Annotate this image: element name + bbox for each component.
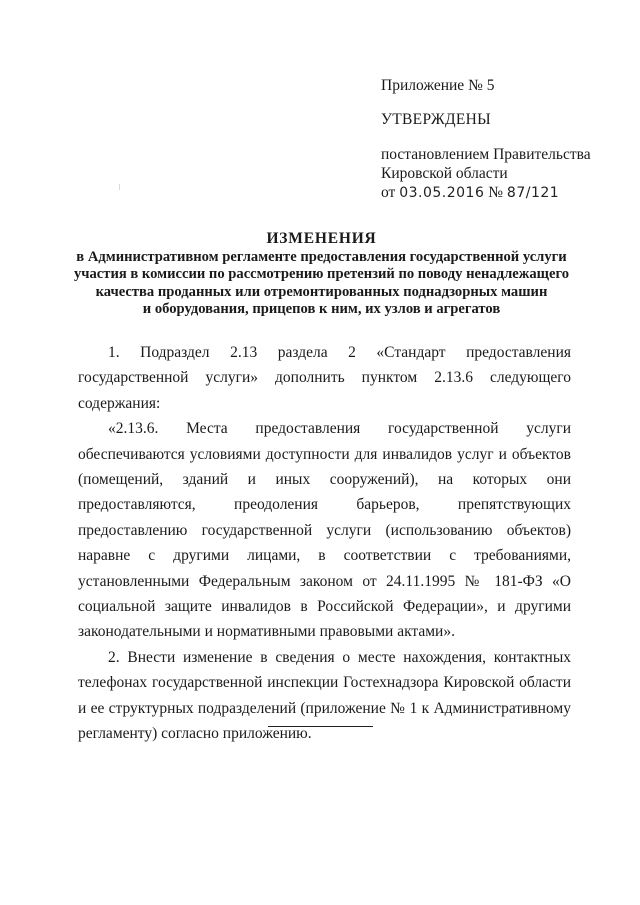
paragraph-3: 2. Внести изменение в сведения о месте нахождения, контактных телефонах государственной инспекции Гостехнадзора Кировской области и ее структурных подразделений (приложение № 1 к Административному регламенту) согласно приложению. <box>78 648 571 743</box>
resolution-date-line <box>381 183 611 203</box>
number-prefix: № <box>488 184 504 201</box>
paragraph-2: «2.13.6. Места предоставления государственной услуги обеспечиваются условиями доступности для инвалидов услуг и объектов (помещений, зданий и иных сооружений), на которых они предоставляются, преодоления барьеров, препятствующих предоставлению государственной услуги (использованию объектов) наравне с другими лицами, в соответствии с требованиями, установленными Федеральным законом от 24.11.1995 № 181-ФЗ «О социальной защите инвалидов в Российской Федерации», и другими законодательными и нормативными правовыми актами». <box>78 420 571 641</box>
title-line-1: в Административном регламенте предоставления государственной услуги <box>76 248 567 265</box>
title-line-3: качества проданных или отремонтированных поднадзорных машин <box>95 283 548 300</box>
date-prefix: от <box>381 184 396 201</box>
approval-block <box>381 76 611 203</box>
scan-artifact <box>119 184 120 190</box>
title-line-2: участия в комиссии по рассмотрению претензий по поводу ненадлежащего <box>73 266 570 282</box>
handwritten-date: 03.05.2016 <box>399 185 485 201</box>
title-line-4: и оборудования, прицепов к ним, их узлов и агрегатов <box>142 301 501 317</box>
paragraph-1: 1. Подраздел 2.13 раздела 2 «Стандарт предоставления государственной услуги» дополнить пунктом 2.13.6 следующего содержания: <box>78 344 571 412</box>
document-title-block <box>60 230 583 319</box>
document-title: ИЗМЕНЕНИЯ <box>266 230 377 247</box>
approved-by-line2: Кировской области <box>381 165 508 182</box>
appendix-number: Приложение № 5 <box>381 77 495 94</box>
end-divider <box>268 726 373 727</box>
handwritten-number: 87/121 <box>506 185 560 201</box>
approved-by-line1: постановлением Правительства <box>381 146 591 163</box>
approved-label: УТВЕРЖДЕНЫ <box>381 111 491 128</box>
document-body <box>78 340 571 747</box>
